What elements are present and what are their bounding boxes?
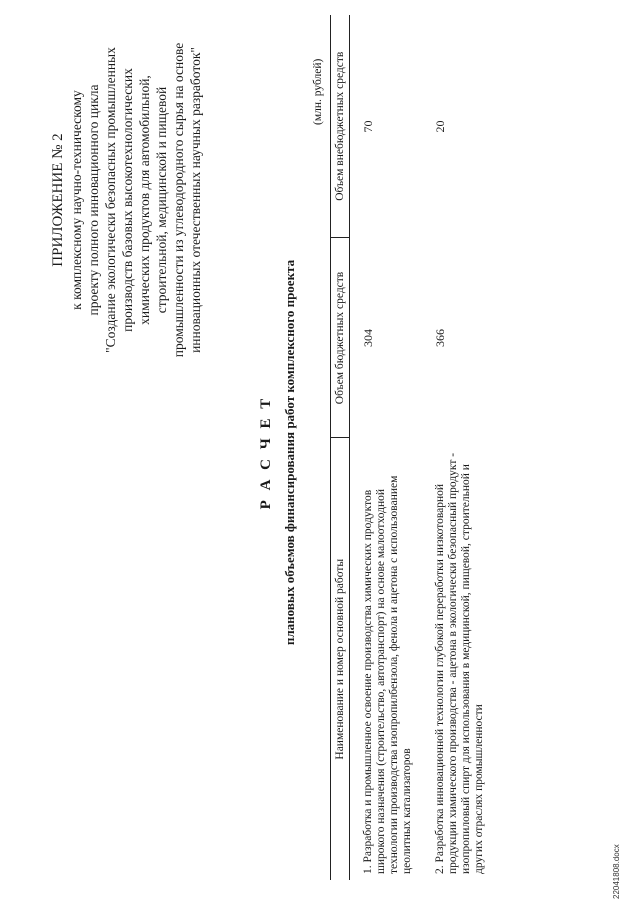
financing-table xyxy=(330,15,494,880)
appendix-line: производств базовых высокотехнологических xyxy=(120,68,135,332)
calculation-subtitle: плановых объемов финансирования работ комплексного проекта xyxy=(282,259,297,646)
appendix-line: проекту полного инновационного цикла xyxy=(86,84,101,316)
extrabudget-cell: 70 xyxy=(361,120,375,133)
work-name-cell: 2. Разработка инновационной технологии глубокой переработки низкотоварной продукции химического производства - ацетона в экологически безопасный продукт - изопропиловый спирт для использования в медицинской, пищевой, строительной и других отраслях промышленности xyxy=(434,452,485,874)
appendix-line: "Создание экологически безопасных промышленных xyxy=(103,47,118,353)
budget-cell: 304 xyxy=(361,328,375,347)
appendix-line: промышленности из углеводородного сырья на основе xyxy=(171,42,186,358)
header-extrabudget-funds: Объем внебюджетных средств xyxy=(331,15,350,238)
work-name-cell: 1. Разработка и промышленное освоение производства химических продуктов широкого назначения (строительство, автотранспорт) на основе малоотходной технологии производства изопропилбензола, фенола и ацетона с использованием цеолитных катализаторов xyxy=(362,475,413,874)
budget-cell: 366 xyxy=(433,328,447,347)
table-row xyxy=(422,15,494,880)
file-name-footer: 22041808.docx xyxy=(612,844,621,899)
appendix-line: к комплексному научно-техническому xyxy=(69,90,84,310)
table-header-row xyxy=(331,15,350,880)
appendix-line: химических продуктов для автомобильной, xyxy=(137,75,152,325)
appendix-block xyxy=(50,15,204,385)
units-note: (млн. рублей) xyxy=(312,58,324,125)
appendix-line: инновационных отечественных научных разработок" xyxy=(188,47,203,353)
calculation-title: Р А С Ч Е Т xyxy=(258,395,274,510)
appendix-title: ПРИЛОЖЕНИЕ № 2 xyxy=(50,133,66,267)
header-work-name: Наименование и номер основной работы xyxy=(331,438,350,880)
appendix-line: строительной, медицинской и пищевой xyxy=(154,86,169,314)
header-budget-funds: Объем бюджетных средств xyxy=(331,238,350,438)
extrabudget-cell: 20 xyxy=(433,120,447,133)
table-row xyxy=(350,15,423,880)
